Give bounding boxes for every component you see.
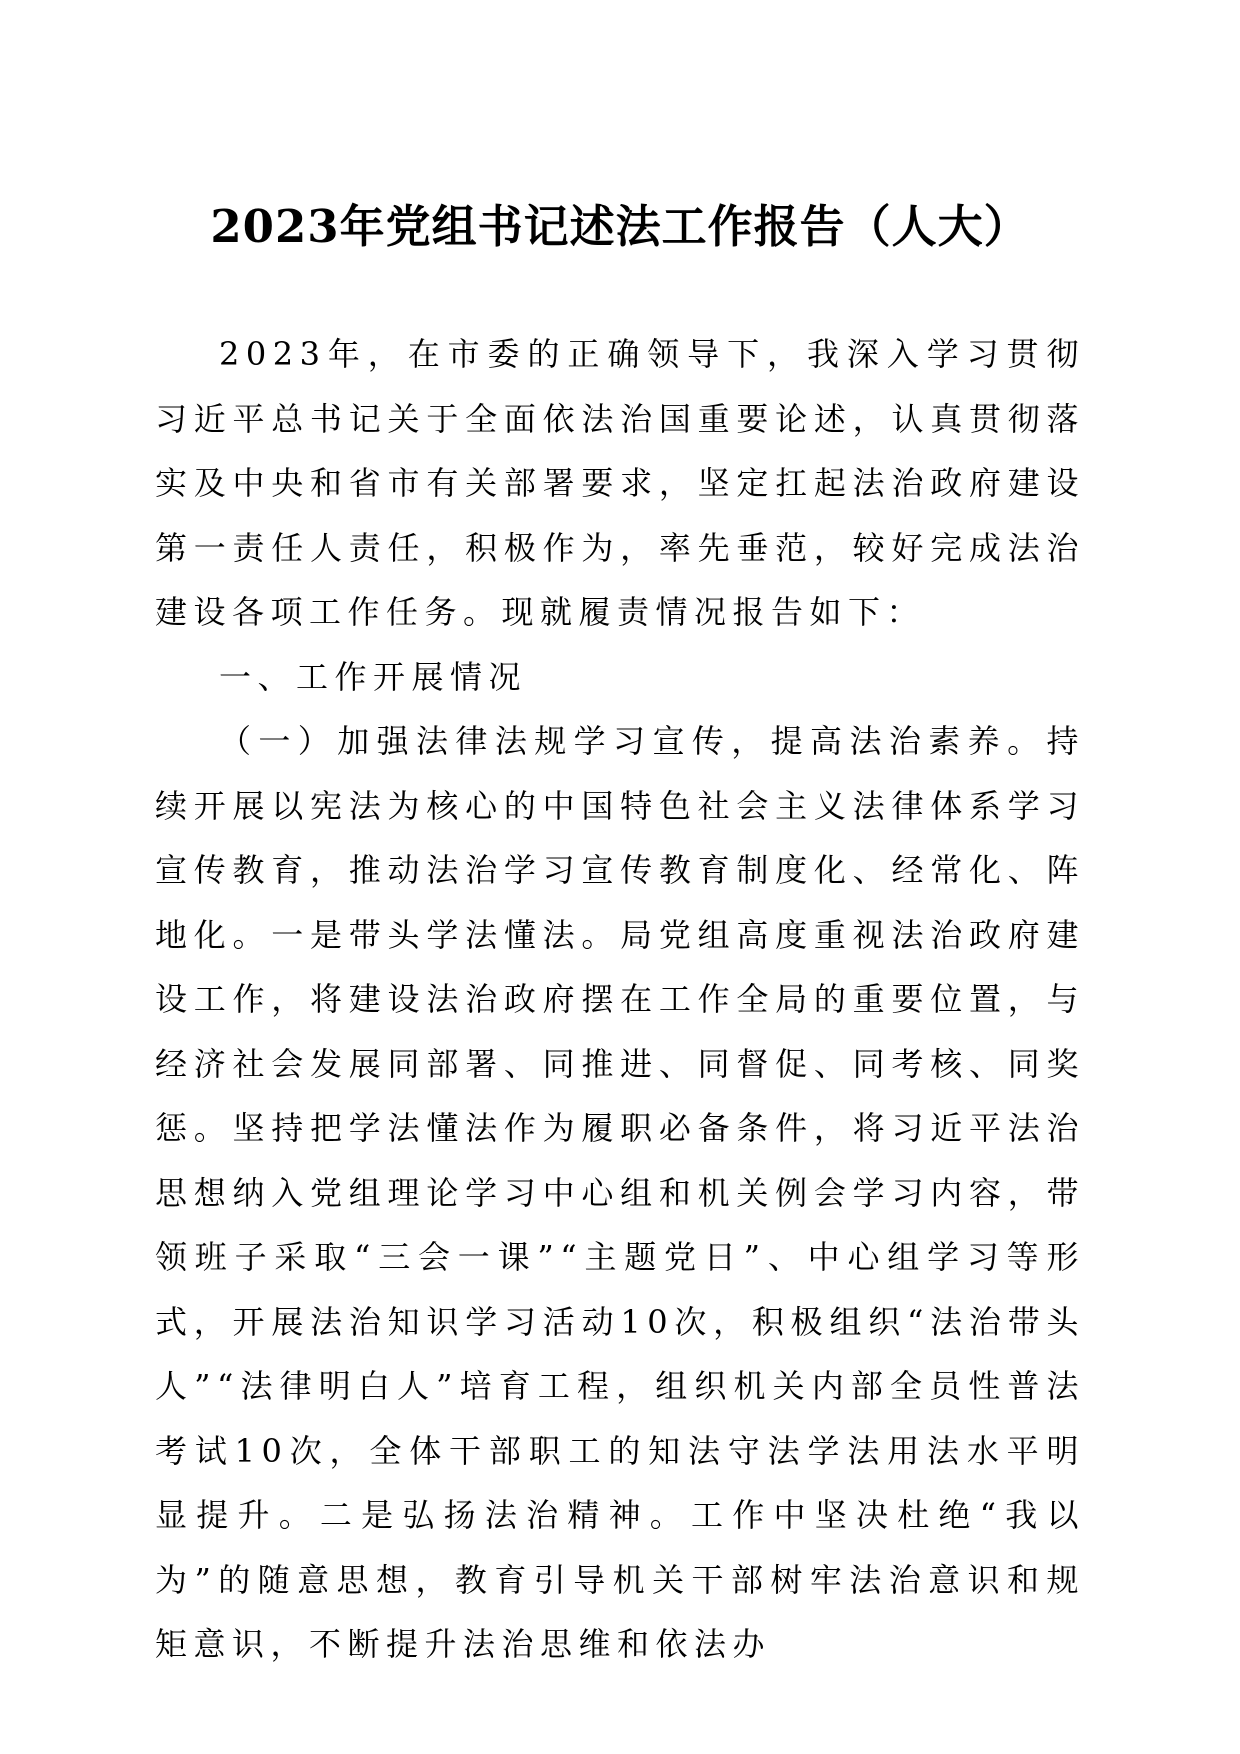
paragraph-intro: 2023年，在市委的正确领导下，我深入学习贯彻习近平总书记关于全面依法治国重要论述，认真贯彻落实及中央和省市有关部署要求，坚定扛起法治政府建设第一责任人责任，积极作为，率先垂范，较好完成法治建设各项工作任务。现就履责情况报告如下： [155, 335, 1085, 631]
document-title: 2023年党组书记述法工作报告（人大） [210, 200, 1030, 253]
document-body [155, 322, 1085, 1677]
section-heading-1: 一、工作开展情况 [219, 657, 528, 696]
paragraph-section-1-1: （一）加强法律法规学习宣传，提高法治素养。持续开展以宪法为核心的中国特色社会主义法律体系学习宣传教育，推动法治学习宣传教育制度化、经常化、阵地化。一是带头学法懂法。局党组高度重视法治政府建设工作，将建设法治政府摆在工作全局的重要位置，与经济社会发展同部署、同推进、同督促、同考核、同奖惩。坚持把学法懂法作为履职必备条件，将习近平法治思想纳入党组理论学习中心组和机关例会学习内容，带领班子采取“三会一课”“主题党日”、中心组学习等形式，开展法治知识学习活动10次，积极组织“法治带头人”“法律明白人”培育工程，组织机关内部全员性普法考试10次，全体干部职工的知法守法学法用法水平明显提升。二是弘扬法治精神。工作中坚决杜绝“我以为”的随意思想，教育引导机关干部树牢法治意识和规矩意识，不断提升法治思维和依法办 [155, 722, 1085, 1663]
